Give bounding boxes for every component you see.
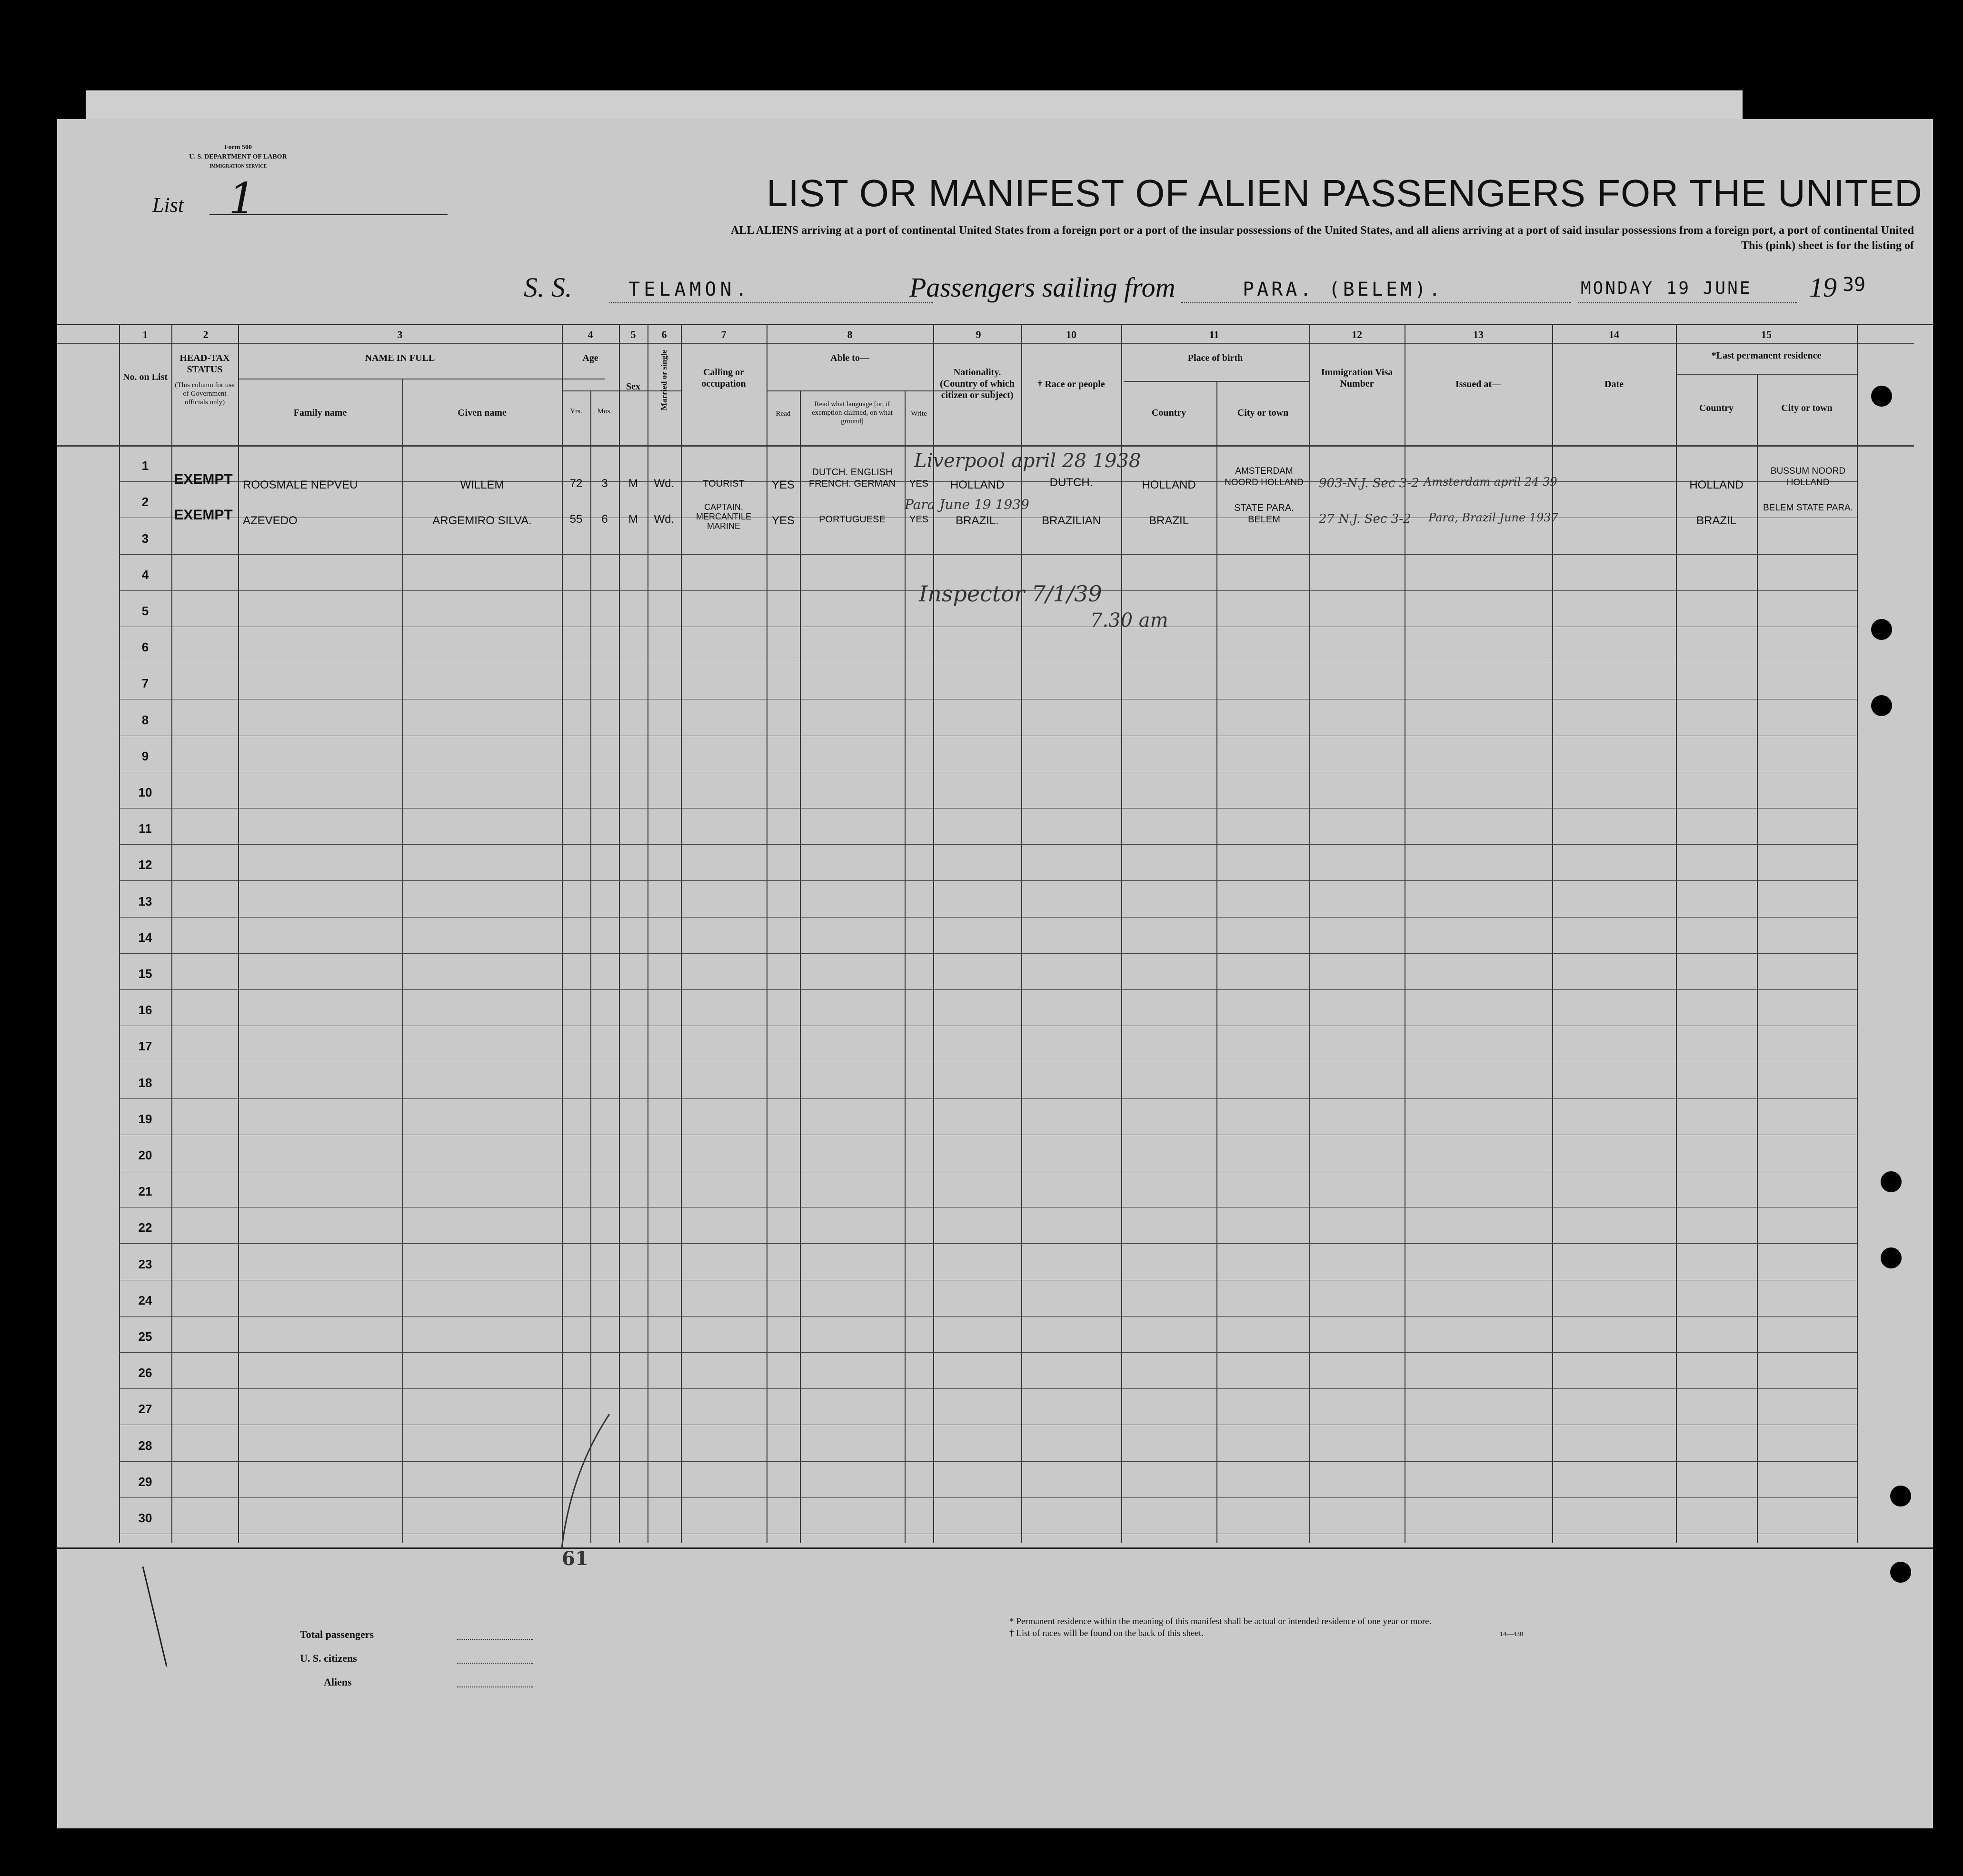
vline	[905, 390, 906, 1543]
row-number: 4	[141, 567, 149, 582]
sail-date: MONDAY 19 JUNE	[1581, 279, 1752, 298]
footer-total-passengers: Total passengers	[300, 1628, 374, 1640]
hdr-issued-at: Issued at—	[1455, 379, 1502, 389]
list-label: List	[152, 193, 184, 217]
row-number: 16	[138, 1003, 152, 1018]
footnote-races: † List of races will be found on the back of this sheet.	[1009, 1628, 1204, 1638]
r2-family-name: AZEVEDO	[243, 514, 298, 527]
row-number: 9	[141, 748, 149, 763]
manifest-table	[57, 324, 1933, 1671]
r1-sex: M	[628, 477, 638, 490]
vline	[1309, 324, 1310, 1543]
binder-hole	[1890, 1486, 1911, 1507]
r2-mos: 6	[601, 513, 608, 526]
vline	[590, 390, 591, 1543]
header-bottom-rule	[57, 445, 1914, 447]
row-number: 13	[138, 894, 152, 908]
vline	[1121, 324, 1122, 1543]
row-number: 29	[138, 1474, 152, 1489]
r1-birth-country: HOLLAND	[1142, 479, 1196, 491]
r1-res-country: HOLLAND	[1689, 479, 1744, 491]
row-number: 1	[141, 459, 149, 473]
list-underline	[209, 214, 448, 215]
hdr-no-on-list: No. on List	[123, 372, 168, 382]
vline	[402, 379, 403, 1543]
binder-hole	[1881, 1247, 1902, 1268]
hdr-able-to: Able to—	[830, 353, 869, 363]
hdr-res-city: City or town	[1781, 403, 1833, 413]
row-line	[119, 1461, 1857, 1462]
r2-married: Wd.	[654, 513, 675, 526]
pencil-stroke	[543, 1414, 638, 1557]
footer-aliens: Aliens	[324, 1676, 352, 1688]
handwriting-inspector: Inspector 7/1/39	[919, 581, 1102, 607]
department: U. S. DEPARTMENT OF LABOR	[189, 153, 287, 160]
row-number: 27	[138, 1402, 152, 1417]
hdr-nationality: Nationality. (Country of which citizen or subject)	[940, 367, 1015, 400]
year-prefix: 19	[1809, 272, 1837, 303]
vline	[619, 324, 620, 1543]
hdr-res-country: Country	[1699, 403, 1734, 413]
colnum-14: 14	[1609, 329, 1619, 340]
vline	[171, 324, 172, 1543]
colnum-15: 15	[1761, 329, 1772, 340]
colnum-2: 2	[203, 329, 209, 340]
hdr-read: Read	[776, 410, 791, 418]
pencil-mark	[138, 1567, 176, 1671]
row-number: 22	[138, 1220, 152, 1235]
row-line	[119, 989, 1857, 990]
vline	[1857, 324, 1858, 1543]
row-line	[119, 1316, 1857, 1317]
colnum-1: 1	[142, 329, 148, 340]
colnum-9: 9	[976, 329, 981, 340]
list-number: 1	[229, 174, 256, 224]
r1-res-city: BUSSUM NOORD HOLLAND	[1770, 466, 1846, 488]
r2-issued: Para, Brazil June 1937	[1428, 511, 1558, 524]
colnum-4: 4	[588, 329, 593, 340]
page-title: LIST OR MANIFEST OF ALIEN PASSENGERS FOR THE UNITED	[767, 172, 1923, 214]
hdr-sex: Sex	[626, 381, 640, 392]
hdr-write: Write	[911, 410, 927, 418]
row-number: 28	[138, 1438, 152, 1453]
ship-underline	[609, 302, 933, 303]
r2-race: BRAZILIAN	[1041, 514, 1101, 527]
handwriting-liverpool: Liverpool april 28 1938	[914, 450, 1141, 472]
manifest-sheet	[57, 119, 1933, 1828]
r1-birth-city: AMSTERDAM NOORD HOLLAND	[1225, 466, 1304, 488]
r1-race: DUTCH.	[1049, 476, 1093, 489]
r2-sex: M	[628, 513, 638, 526]
r1-nationality: HOLLAND	[950, 479, 1005, 491]
r2-nationality: BRAZIL.	[956, 514, 999, 527]
row-line	[119, 880, 1857, 881]
sailing-label: Passengers sailing from	[909, 272, 1176, 303]
binder-hole	[1871, 619, 1892, 640]
row-number: 14	[138, 930, 152, 945]
row-line	[119, 1388, 1857, 1389]
row-number: 3	[141, 531, 149, 546]
binder-hole	[1871, 695, 1892, 716]
res-rule	[1676, 374, 1857, 375]
r2-given-name: ARGEMIRO SILVA.	[432, 514, 532, 527]
row-number: 25	[138, 1329, 152, 1344]
row-number: 10	[138, 785, 152, 799]
r1-language: DUTCH. ENGLISH FRENCH. GERMAN	[808, 467, 896, 489]
hdr-date: Date	[1604, 379, 1624, 389]
hdr-age: Age	[582, 353, 598, 363]
row-number: 26	[138, 1366, 152, 1380]
subtitle-line-2: This (pink) sheet is for the listing of	[1741, 239, 1914, 252]
r1-write: YES	[909, 479, 929, 489]
ship-name: TELAMON.	[628, 279, 751, 300]
subtitle	[424, 223, 1914, 253]
row-line	[119, 1497, 1857, 1498]
r1-read: YES	[771, 479, 795, 491]
total-line	[457, 1639, 533, 1640]
port: PARA. (BELEM).	[1243, 279, 1444, 300]
hdr-birth-city: City or town	[1237, 408, 1289, 418]
subtitle-line-1: ALL ALIENS arriving at a port of continental United States from a foreign port or a port of the insular possessions of the United States, and all aliens arriving at a port of said insular possessions from a foreign port, a port of continental United	[731, 224, 1914, 237]
colnum-5: 5	[630, 329, 636, 340]
r2-occupation: CAPTAIN. MERCANTILE MARINE	[696, 502, 751, 531]
r2-birth-city: STATE PARA. BELEM	[1234, 503, 1294, 525]
form-number: Form 500	[224, 144, 252, 151]
aliens-line	[457, 1686, 533, 1687]
hdr-yrs: Yrs.	[570, 408, 582, 415]
r2-head-tax: EXEMPT	[174, 507, 233, 523]
r2-res-country: BRAZIL	[1696, 514, 1737, 527]
r1-married: Wd.	[654, 477, 675, 490]
r2-write: YES	[909, 514, 929, 525]
r2-birth-country: BRAZIL	[1148, 514, 1189, 527]
hdr-head-tax-note: (This column for use of Government officials only)	[175, 381, 235, 406]
citizens-line	[457, 1663, 533, 1664]
footer-code: 14—430	[1500, 1631, 1523, 1638]
colnum-12: 12	[1352, 329, 1362, 340]
row-number: 7	[141, 676, 149, 691]
hdr-head-tax: HEAD-TAX STATUS	[179, 353, 230, 375]
binder-hole	[1890, 1562, 1911, 1583]
vline	[1757, 374, 1758, 1543]
row-line	[119, 1352, 1857, 1353]
hdr-name-in-full: NAME IN FULL	[365, 353, 435, 363]
hdr-birth-country: Country	[1151, 408, 1186, 418]
handwriting-para: Para June 19 1939	[905, 497, 1029, 512]
row-number: 18	[138, 1075, 152, 1090]
service: IMMIGRATION SERVICE	[209, 164, 267, 169]
hdr-married: Married or single	[659, 349, 668, 410]
table-bottom-rule	[57, 1547, 1933, 1549]
colnum-rule	[57, 343, 1914, 344]
row-line	[119, 917, 1857, 918]
r2-yrs: 55	[569, 513, 583, 526]
row-number: 19	[138, 1111, 152, 1126]
r1-family-name: ROOSMALE NEPVEU	[243, 479, 358, 491]
r2-read: YES	[771, 514, 795, 527]
colnum-6: 6	[661, 329, 667, 340]
row-number: 11	[139, 821, 152, 836]
row-number: 17	[138, 1039, 152, 1054]
date-underline	[1578, 302, 1797, 303]
form-header	[171, 143, 305, 171]
ship-row	[524, 271, 572, 303]
colnum-7: 7	[721, 329, 727, 340]
vline	[238, 324, 239, 1543]
row-number: 23	[138, 1257, 152, 1271]
footer-us-citizens: U. S. citizens	[300, 1652, 357, 1664]
row-line	[119, 844, 1857, 845]
r1-occupation: TOURIST	[703, 479, 745, 489]
row-number: 12	[138, 858, 152, 872]
row-number: 5	[141, 604, 149, 618]
r1-mos: 3	[601, 477, 608, 490]
r1-issued: Amsterdam april 24 39	[1424, 475, 1557, 489]
hdr-visa: Immigration Visa Number	[1321, 367, 1393, 389]
r1-visa: 903-N.J. Sec 3-2	[1319, 476, 1419, 490]
vline	[800, 390, 801, 1543]
row-number: 6	[141, 640, 149, 655]
r2-visa: 27 N.J. Sec 3-2	[1319, 512, 1411, 526]
row-line	[119, 953, 1857, 954]
row-number: 30	[138, 1511, 152, 1525]
handwriting-time: 7.30 am	[1090, 609, 1168, 631]
port-underline	[1181, 302, 1571, 303]
page-count: 61	[562, 1547, 588, 1570]
vline	[1216, 381, 1217, 1543]
row-line	[119, 1243, 1857, 1244]
hdr-place-of-birth: Place of birth	[1187, 353, 1243, 363]
row-number: 8	[141, 712, 149, 727]
vline	[1552, 324, 1553, 1543]
colnum-3: 3	[397, 329, 403, 340]
vline	[562, 324, 563, 1543]
colnum-10: 10	[1066, 329, 1076, 340]
footnote-residence: * Permanent residence within the meaning of this manifest shall be actual or intended residence of one year or more.	[1009, 1617, 1432, 1627]
binder-hole	[1881, 1171, 1902, 1192]
hdr-mos: Mos.	[597, 408, 612, 415]
r1-head-tax: EXEMPT	[174, 471, 233, 487]
hdr-given-name: Given name	[458, 408, 507, 418]
row-number: 2	[141, 495, 149, 509]
row-line	[119, 554, 1857, 555]
year-suffix: 39	[1843, 274, 1866, 296]
row-number: 15	[138, 967, 152, 981]
colnum-13: 13	[1473, 329, 1484, 340]
hdr-calling: Calling or occupation	[701, 367, 746, 389]
binder-hole	[1871, 386, 1892, 407]
hdr-family-name: Family name	[293, 408, 347, 418]
hdr-last-residence: *Last permanent residence	[1711, 350, 1822, 361]
ss-label: S. S.	[524, 272, 572, 303]
colnum-11: 11	[1209, 329, 1219, 340]
r1-yrs: 72	[569, 477, 583, 490]
colnum-8: 8	[847, 329, 853, 340]
row-number: 21	[138, 1184, 152, 1199]
row-number: 20	[138, 1148, 152, 1162]
vline	[1676, 324, 1677, 1543]
hdr-read-what: Read what language [or, if exemption claimed, on what ground]	[812, 400, 893, 425]
r2-language: PORTUGUESE	[819, 514, 886, 525]
hdr-race: † Race or people	[1037, 379, 1105, 389]
vline	[119, 324, 120, 1543]
r2-res-city: BELEM STATE PARA.	[1763, 503, 1853, 513]
r1-given-name: WILLEM	[460, 479, 504, 491]
row-number: 24	[138, 1293, 152, 1307]
row-line	[119, 1098, 1857, 1099]
